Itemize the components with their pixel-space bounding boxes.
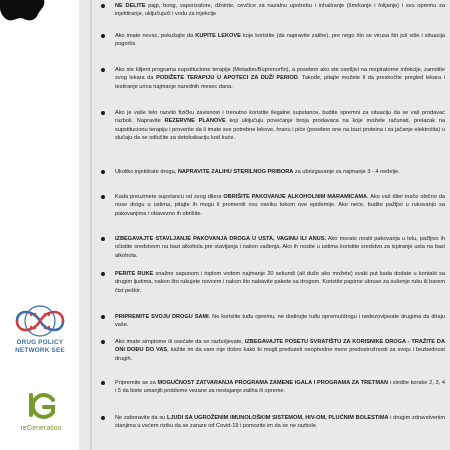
- tip-item: [115, 313, 445, 330]
- tip-emphasis: NE DELITE: [115, 3, 146, 9]
- drug-policy-name-line1: DRUG POLICY: [16, 339, 64, 346]
- tip-text: snažno sapunom i toplom vodom najmanje 20 sekundi (ali duže ako možete) svaki put kada dodate u kontakt sa drugim ljudima, nakon što rukujete novcem i nakon što nabavite pakete sa drogom. Koristite papirne ubruse za sušenje ruku ili barem čist peškir.: [115, 271, 445, 294]
- tip-item: [115, 270, 445, 295]
- tip-text: . Takođe, pitajte možete li da preskočite pregled lekara i testiranje urina najmanje narednih mesec dana.: [115, 75, 445, 90]
- tip-emphasis: IZBEGAVAJTE POSETU SVRATIŠTU ZA KORISNIKE DROGA - TRAŽITE DA ONI DOĐU DO VAS: [115, 339, 445, 354]
- regeneration-name: reGeneration: [20, 425, 62, 432]
- tip-text: za ubrizgavanje za najmanje 3 - 4 nedelje.: [293, 169, 400, 175]
- tip-text: Pripremite se za: [115, 380, 158, 386]
- tip-emphasis: LJUDI SA UGROŽENIM IMUNOLOŠKIM SISTEMOM, HIV-OM, PLUĆNIM BOLESTIMA: [166, 415, 389, 421]
- bullet-dot-icon: [101, 111, 105, 115]
- tip-text: Ako imate simptome ili osećate da se razboljevate,: [115, 339, 245, 345]
- bullet-dot-icon: [101, 272, 105, 276]
- tip-text: Ako je vaše telo razvilo fizičku zavisnost i trenutno koristite ilegalne supstance, budite spremni za situaciju da se vaš prodavac razboli. Napravite: [115, 110, 445, 125]
- tip-item: [115, 66, 445, 91]
- tip-text: Ukoliko injektirate drogu,: [115, 169, 178, 175]
- tip-emphasis: REZERVNE PLANOVE: [164, 118, 226, 125]
- bullet-dot-icon: [101, 416, 105, 420]
- bullet-dot-icon: [101, 170, 105, 174]
- tip-emphasis: PODIŽETE TERAPIJU U APOTECI ZA DUŽI PERIOD: [156, 75, 298, 82]
- tip-emphasis: KUPITE LEKOVE: [195, 33, 241, 39]
- bullet-dot-icon: [101, 68, 105, 72]
- tip-item: [115, 379, 445, 396]
- tip-text: Kada preuzmete supstancu od svog dilera: [115, 194, 224, 200]
- bullet-dot-icon: [101, 381, 105, 385]
- tip-emphasis: NAPRAVITE ZALIHU STERILNOG PRIBORA: [177, 169, 294, 175]
- bullet-dot-icon: [101, 4, 105, 8]
- tip-text: . Ne koristite tuđu opremu, ne dodirujte tuđu opremu/drogu i nedezovijavate drugima da diraju vaše.: [115, 314, 446, 329]
- tip-item: [115, 338, 445, 363]
- regeneration-g-icon: [24, 390, 58, 424]
- regeneration-logo: [16, 390, 66, 432]
- bullet-dot-icon: [101, 315, 105, 319]
- tip-text: i sledite korake 2, 3, 4 i 5 da biste umanjili probleme vezane za nestajanje zaliha ili opreme.: [115, 380, 446, 395]
- tip-item: [115, 235, 445, 260]
- tip-item: [115, 414, 445, 431]
- tip-emphasis: PRIPREMITE SVOJU DROGU SAMI: [115, 314, 209, 320]
- tip-item: [115, 193, 445, 218]
- tip-item: [115, 109, 445, 142]
- tip-item: [115, 32, 445, 49]
- bullet-dot-icon: [101, 34, 105, 38]
- tip-text: Ne zaboravite da su: [115, 415, 167, 421]
- drug-policy-name-line2: NETWORK SEE: [15, 347, 65, 354]
- bullet-dot-icon: [101, 195, 105, 199]
- tip-emphasis: PERITE RUKE: [115, 271, 154, 277]
- tip-text: i drugim zdravstvenim stanjima u većem riziku da se zaraze od Covid-19 i pomozite im da se ne razbole.: [115, 415, 445, 430]
- tip-text: Ako morate nositi pakovanja u telu, pažljivo ih očistite sredstvom na bazi alkohola pre stavljanja i nakon vađenja. Ako ih nosite u ustima koristite sredstvo za ispiranje usta na bazi alkohola.: [115, 236, 445, 259]
- tip-text: , kažite im da vam nije dobro kako bi mogli preduzeti neophodne mere predostrožnosti za svoju i bezbednost drugih.: [115, 347, 445, 362]
- tip-text: Ako ste klijent programa supstitucione terapije (Metadon/Buprenorfin), a posebno ako ste osetljivi na respiratorne infekcije, zamolite svog lekara da: [115, 67, 445, 82]
- bullet-dot-icon: [101, 340, 105, 344]
- tip-emphasis: MOGUĆNOST ZATVARANJA PROGRAMA ZAMENE IGALA I PROGRAMA ZA TRETMAN: [157, 380, 389, 386]
- drug-policy-logo: [8, 303, 72, 355]
- bullet-dot-icon: [101, 237, 105, 241]
- tip-text: Ako imate novac, pokušajte da: [115, 33, 196, 39]
- tip-text: pajp, bong, vaporizatore, džointe, cevčice za nazalnu upotrebu i inhaliranje (šmrkanje i folijanje) i svu opremu za injektiranje, uključujući i vodu za injekcije: [115, 3, 445, 18]
- tip-emphasis: IZBEGAVAJTE STAVLJANJE PAKOVANJA DROGA U USTA, VAGINU ILI ANUS.: [115, 236, 327, 242]
- tip-item: [115, 168, 445, 176]
- tip-text: koji uključuju povećanje broja prodavaca na koje možete računati, prelazak na supstitucionu terapiju i proverite da li imate sve potrebne lekove, hranu i piće (posebno one na bazi proteina i za jačanje elektrolita) u slučaju da se odlučite za detoksikaciju kod kuće.: [115, 118, 445, 141]
- tip-text: . Ako vaš diler inače obično da nose drogu u ustima, pitajte ih mogu li promeniti ovu naviku tokom ove epidemije. Ako neće, budite pažljivi u rukovanju sa pakovanjima i obavezno ih obrišite.: [115, 194, 445, 217]
- ink-blob-decoration: [0, 0, 60, 30]
- drug-policy-emblem-icon: [11, 303, 69, 339]
- tip-item: [115, 2, 445, 19]
- tip-emphasis: OBRIŠITE PAKOVANJE ALKOHOLNIM MARAMICAMA: [223, 194, 368, 200]
- left-rail: [90, 0, 92, 450]
- tip-text: koje koristite (da napravite zalihe), pre nego što se virusa širi još više i situacija pogorša: [115, 33, 445, 48]
